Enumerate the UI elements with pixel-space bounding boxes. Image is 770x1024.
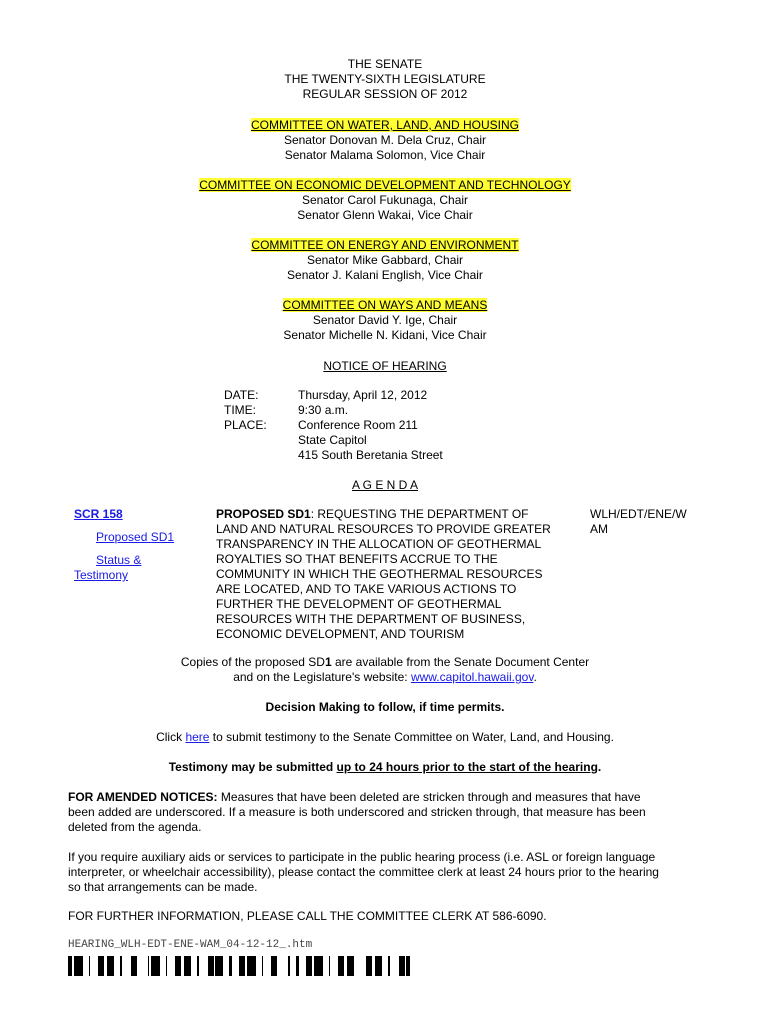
copies-text: and on the Legislature's website: [233,670,411,684]
aids-text: If you require auxiliary aids or services to participate in the public hearing process (i.e. ASL or foreign language [68,850,656,864]
header-line-1: THE SENATE [347,57,423,71]
place-value-2: State Capitol [298,433,367,447]
description-line: FURTHER THE DEVELOPMENT OF GEOTHERMAL [216,597,502,611]
committee-block-wlh [0,118,770,163]
barcode-graphic [68,956,138,976]
committee-block-edt [0,178,770,223]
copies-text: are available from the Senate Document Center [331,655,590,669]
committee-block-ene [0,238,770,283]
further-information: FOR FURTHER INFORMATION, PLEASE CALL THE COMMITTEE CLERK AT 586-6090. [68,909,547,923]
description-line: RESOURCES WITH THE DEPARTMENT OF BUSINESS, [216,612,526,626]
barcode-graphic [148,956,278,976]
footer-filename: HEARING_WLH-EDT-ENE-WAM_04-12-12_.htm [68,939,313,951]
committee-block-wam [0,298,770,343]
click-text: Click [156,730,186,744]
copies-text: . [533,670,537,684]
submit-testimony-link[interactable]: here [185,730,210,744]
status-link-line-1[interactable]: Status & [96,553,142,567]
date-label: DATE: [224,388,259,402]
place-value-3: 415 South Beretania Street [298,448,443,462]
submit-testimony-note [0,730,770,745]
copies-text: Copies of the proposed SD [180,655,325,669]
testimony-text: Testimony may be submitted [168,760,337,774]
status-link-line-2[interactable]: Testimony [74,568,129,582]
committee-chair: Senator Mike Gabbard, Chair [306,253,464,267]
description-line: ARE LOCATED, AND TO TAKE VARIOUS ACTIONS TO [216,582,517,596]
barcode-graphic [366,956,410,976]
referral-line-1: WLH/EDT/ENE/W [590,507,687,521]
time-label: TIME: [224,403,256,417]
proposed-sd1-label: PROPOSED SD1 [216,507,311,521]
aids-text: so that arrangements can be made. [68,880,258,894]
date-value: Thursday, April 12, 2012 [298,388,428,402]
time-value: 9:30 a.m. [298,403,349,417]
description-line: : REQUESTING THE DEPARTMENT OF [310,507,529,521]
committee-vice-chair: Senator Malama Solomon, Vice Chair [284,148,486,162]
amended-text: Measures that have been deleted are stricken through and measures that have [217,790,641,804]
decision-making-note: Decision Making to follow, if time permits. [265,700,505,714]
copies-notice [0,655,770,685]
capitol-website-link[interactable]: www.capitol.hawaii.gov [410,670,534,684]
description-line: TRANSPARENCY IN THE ALLOCATION OF GEOTHERMAL [216,537,542,551]
click-text: to submit testimony to the Senate Committee on Water, Land, and Housing. [209,730,614,744]
description-line: ROYALTIES SO THAT BENEFITS ACCRUE TO THE [216,552,498,566]
notice-title: NOTICE OF HEARING [323,359,447,373]
auxiliary-aids-note [68,850,708,895]
testimony-text: . [597,760,602,774]
committee-referral [590,507,687,537]
place-value-1: Conference Room 211 [298,418,418,432]
aids-text: interpreter, or wheelchair accessibility), please contact the committee clerk at least 24 hours prior to the hearing [68,865,659,879]
committee-vice-chair: Senator Michelle N. Kidani, Vice Chair [283,328,487,342]
committee-name: COMMITTEE ON ENERGY AND ENVIRONMENT [251,238,519,252]
committee-chair: Senator Carol Fukunaga, Chair [301,193,469,207]
notice-of-hearing [0,359,770,374]
committee-name: COMMITTEE ON WAYS AND MEANS [282,298,488,312]
committee-vice-chair: Senator Glenn Wakai, Vice Chair [297,208,473,222]
header-line-3: REGULAR SESSION OF 2012 [302,87,468,101]
agenda-title: A G E N D A [351,478,419,492]
committee-name: COMMITTEE ON ECONOMIC DEVELOPMENT AND TECHNOLOGY [199,178,571,192]
hearing-values [298,388,443,463]
description-line: LAND AND NATURAL RESOURCES TO PROVIDE GREATER [216,522,551,536]
proposed-sd1-link[interactable]: Proposed SD1 [96,530,175,544]
description-line: COMMUNITY IN WHICH THE GEOTHERMAL RESOURCES [216,567,543,581]
committee-chair: Senator Donovan M. Dela Cruz, Chair [283,133,487,147]
header-line-2: THE TWENTY-SIXTH LEGISLATURE [284,72,486,86]
senate-heading [0,57,770,102]
amended-label: FOR AMENDED NOTICES: [68,790,218,804]
testimony-deadline-note [0,760,770,775]
description-line: ECONOMIC DEVELOPMENT, AND TOURISM [216,627,465,641]
amended-text: been added are underscored. If a measure is both underscored and stricken through, that measure has been [68,805,646,819]
barcode-graphic [288,956,356,976]
committee-vice-chair: Senator J. Kalani English, Vice Chair [287,268,483,282]
referral-line-2: AM [590,522,608,536]
hearing-labels [224,388,267,433]
committee-name: COMMITTEE ON WATER, LAND, AND HOUSING [250,118,519,132]
agenda-heading [0,478,770,493]
place-label: PLACE: [224,418,267,432]
testimony-deadline: up to 24 hours prior to the start of the hearing [336,760,598,774]
copies-sd-number: 1 [324,655,332,669]
amended-notices [68,790,708,835]
amended-text: deleted from the agenda. [68,820,202,834]
agenda-item-description [216,507,586,642]
status-testimony-link[interactable] [74,553,174,583]
bill-link-scr158[interactable]: SCR 158 [74,507,123,521]
committee-chair: Senator David Y. Ige, Chair [312,313,458,327]
